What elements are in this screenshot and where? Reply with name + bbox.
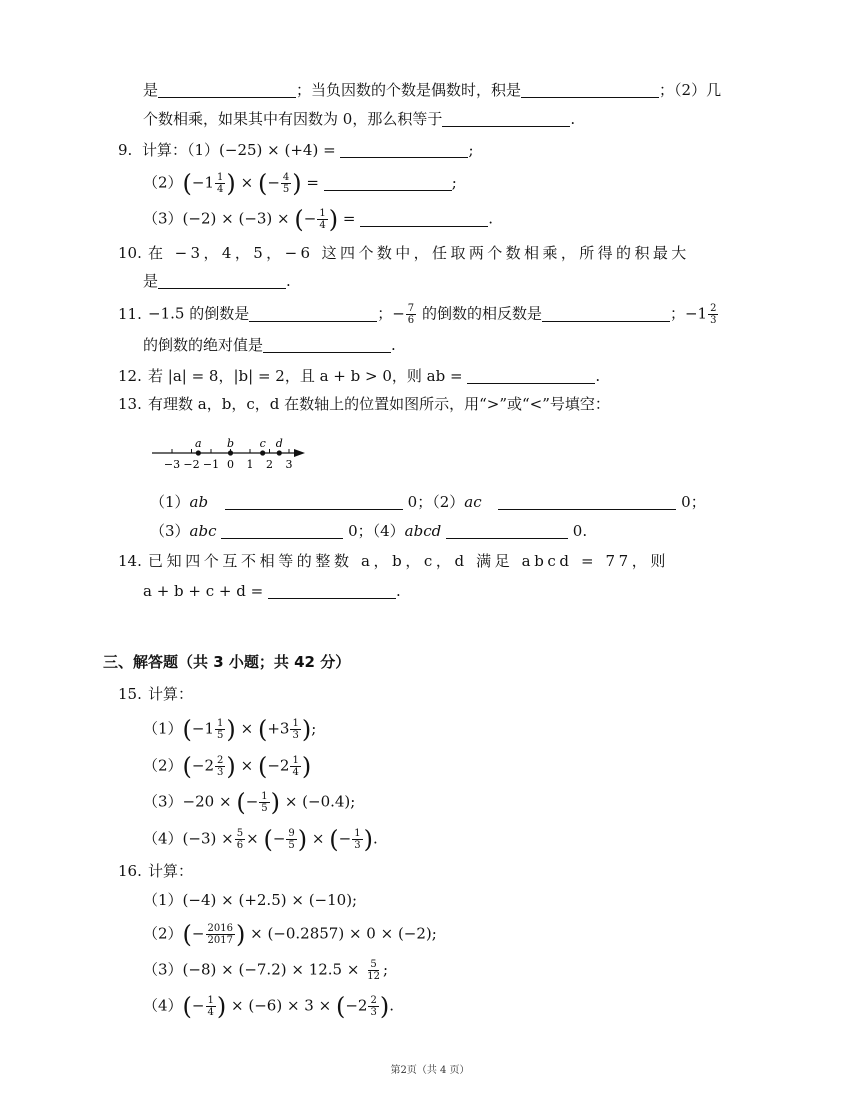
point-label-a: a <box>195 437 202 450</box>
point-label-c: c <box>259 437 266 450</box>
axis-tick-label: 3 <box>285 458 293 471</box>
q16-part1: （1）(−4) × (+2.5) × (−10); <box>143 891 358 909</box>
q15-part2: （2）(−2 $\frac{2}{3}$ ) × (−2 $\frac{1}{4}$ ) <box>143 752 312 781</box>
axis-tick-label: −3 <box>163 458 181 471</box>
answer-blank[interactable] <box>467 369 595 384</box>
q15-intro: 15. 计算： <box>118 685 194 703</box>
q10-line1: 10. 在 −3，4，5，−6 这四个数中，任取两个数相乘，所得的积最大 <box>118 244 690 262</box>
answer-blank[interactable] <box>446 524 568 539</box>
answer-blank[interactable] <box>324 176 452 191</box>
axis-tick-label: 1 <box>246 458 254 471</box>
q13-row1: （1）ab 0；（2）ac 0； <box>150 493 706 511</box>
answer-blank[interactable] <box>360 212 488 227</box>
point-label-d: d <box>275 437 283 450</box>
point-label-b: b <box>226 437 235 450</box>
point-b <box>228 450 233 455</box>
q16-part3: （3）(−8) × (−7.2) × 12.5 × $\frac{5}{12}$ ; <box>143 959 389 982</box>
q16-part2: （2）(− $\frac{2016}{2017}$ ) × (−0.2857) × 0 × (−2); <box>143 920 437 949</box>
answer-blank[interactable] <box>158 274 286 289</box>
axis-tick-label: −2 <box>183 458 200 471</box>
q16-part4: （4）(− $\frac{1}{4}$ ) × (−6) × 3 × (−2 $\frac{2}{3}$ ). <box>143 992 394 1021</box>
q14-line1: 14. 已知四个互不相等的整数 a，b，c，d 满足 abcd = 77，则 <box>118 552 669 570</box>
number-line <box>148 432 310 474</box>
q15-part3: （3）−20 × (− $\frac{1}{5}$ ) × (−0.4); <box>143 788 356 817</box>
answer-blank[interactable] <box>268 584 396 599</box>
answer-blank[interactable] <box>221 524 343 539</box>
point-c <box>260 450 265 455</box>
answer-blank[interactable] <box>225 495 403 510</box>
point-a <box>196 450 201 455</box>
answer-blank[interactable] <box>340 143 468 158</box>
q8-line2: 个数相乘，如果其中有因数为 0，那么积等于 . <box>143 110 576 128</box>
q14-line2: a + b + c + d = . <box>143 582 401 600</box>
axis-tick-label: 0 <box>227 458 234 471</box>
q13-row2: （3）abc 0；（4）abcd 0. <box>150 522 588 540</box>
answer-blank[interactable] <box>542 307 670 322</box>
answer-blank[interactable] <box>442 112 570 127</box>
q11-line2: 的倒数的绝对值是 . <box>143 336 396 354</box>
q16-intro: 16. 计算： <box>118 862 194 880</box>
q10-line2: 是 . <box>143 272 291 290</box>
q11-line1: 11. −1.5 的倒数是 ；− $\frac{7}{6}$ 的倒数的相反数是 ；−1 $\frac{2}{3}$ <box>118 303 717 326</box>
point-d <box>277 450 282 455</box>
page-footer: 第2页（共 4 页） <box>390 1065 470 1076</box>
q13-line: 13. 有理数 a，b，c，d 在数轴上的位置如图所示，用“>”或“<”号填空： <box>118 395 610 413</box>
axis-tick-label: 2 <box>266 458 273 471</box>
q15-part4: （4）(−3) × $\frac{5}{6}$ × (− $\frac{9}{5}$ ) × (− $\frac{1}{3}$ ). <box>143 825 378 854</box>
axis-arrow-icon <box>294 449 305 457</box>
q8-line1: 是 ；当负因数的个数是偶数时，积是 ；（2）几 <box>143 81 722 99</box>
axis-tick-label: −1 <box>202 458 220 471</box>
answer-blank[interactable] <box>158 83 296 98</box>
answer-blank[interactable] <box>498 495 676 510</box>
q15-part1: （1）(−1 $\frac{1}{5}$ ) × (+3 $\frac{1}{3}$ ); <box>143 715 317 744</box>
q12-line: 12. 若 |a| = 8，|b| = 2，且 a + b > 0，则 ab = . <box>118 367 601 385</box>
q9-part3: （3）(−2) × (−3) × (− $\frac{1}{4}$ ) = . <box>143 205 494 234</box>
answer-blank[interactable] <box>263 338 391 353</box>
answer-blank[interactable] <box>521 83 659 98</box>
q9-line1: 9. 计算：（1）(−25) × (+4) = ; <box>118 141 474 159</box>
q9-part2: （2）(−1 $\frac{1}{4}$ ) × (− $\frac{4}{5}$ ) = ; <box>143 169 457 198</box>
answer-blank[interactable] <box>249 307 377 322</box>
section-title: 三、解答题（共 3 小题；共 42 分） <box>103 653 351 671</box>
